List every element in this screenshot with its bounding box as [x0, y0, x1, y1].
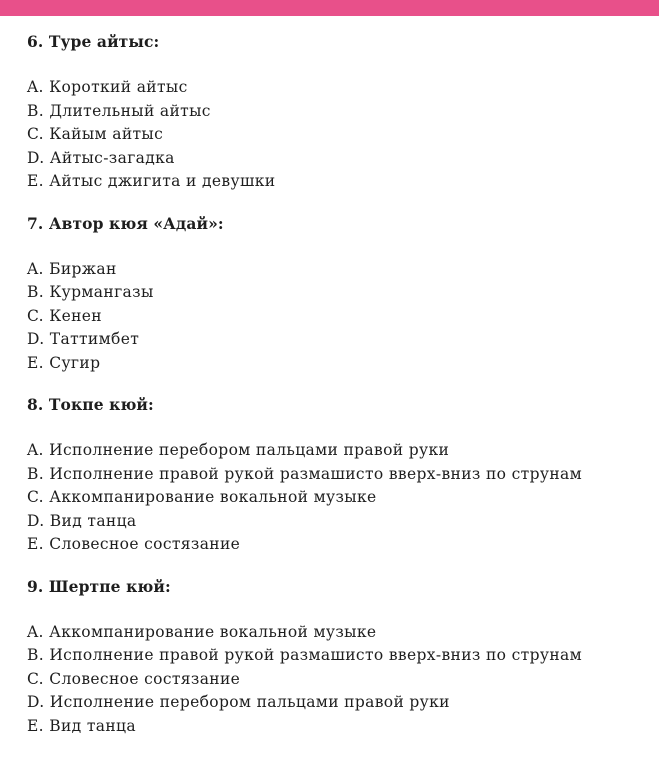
answer-text: Аккомпанирование вокальной музыке — [49, 488, 377, 506]
answer-option — [27, 463, 655, 487]
answer-text: Айтыс-загадка — [49, 148, 175, 167]
question-8 — [27, 395, 655, 557]
answer-text: Таттимбет — [49, 330, 140, 348]
answer-letter: B . — [27, 646, 49, 664]
answer-letter: B . — [27, 465, 49, 483]
answer-text: Аккомпанирование вокальной музыке — [49, 622, 377, 641]
answer-letter: A . — [27, 623, 49, 641]
question-spacer — [27, 194, 655, 214]
answer-text: Словесное состязание — [49, 535, 241, 553]
answer-letter: C . — [27, 670, 49, 688]
answer-letter: E . — [27, 535, 49, 553]
answer-option — [27, 691, 655, 715]
answer-letter: D . — [27, 330, 50, 348]
answer-letter: C . — [27, 488, 49, 506]
answer-letter: E . — [27, 354, 49, 372]
answer-letter: B . — [27, 102, 49, 120]
answer-letter: C . — [27, 307, 49, 325]
answer-letter: A . — [27, 78, 49, 96]
answer-list — [27, 621, 655, 739]
answer-option — [27, 668, 655, 692]
answer-letter: A . — [27, 441, 49, 459]
answer-letter: D . — [27, 149, 50, 167]
answer-list — [27, 76, 655, 194]
answer-letter: C . — [27, 125, 49, 143]
answer-text: Кенен — [49, 306, 102, 325]
answer-letter: E . — [27, 172, 49, 190]
answer-text: Исполнение перебором пальцами правой руки — [49, 441, 450, 459]
question-7 — [27, 214, 655, 376]
answer-option — [27, 715, 655, 739]
answer-text: Исполнение правой рукой размашисто вверх-вниз по струнам — [49, 464, 582, 483]
answer-list — [27, 258, 655, 376]
question-title: 6. Туре айтыс: — [27, 32, 160, 51]
top-accent-bar — [0, 0, 659, 16]
quiz-content — [27, 32, 655, 738]
question-spacer — [27, 557, 655, 577]
answer-text: Исполнение перебором пальцами правой руки — [49, 693, 450, 711]
answer-text: Кайым айтыс — [49, 125, 164, 143]
answer-option — [27, 533, 655, 557]
answer-text: Сугир — [49, 353, 101, 372]
answer-option — [27, 305, 655, 329]
question-title: 8. Токпе кюй: — [27, 395, 154, 414]
question-title: 9. Шертпе кюй: — [27, 576, 171, 596]
answer-letter: A . — [27, 260, 49, 278]
answer-option — [27, 439, 655, 463]
answer-text: Биржан — [49, 259, 117, 278]
answer-option — [27, 281, 655, 305]
answer-option — [27, 147, 655, 171]
answer-text: Айтыс джигита и девушки — [49, 172, 276, 190]
answer-option — [27, 258, 655, 282]
answer-option — [27, 170, 655, 194]
answer-letter: D . — [27, 512, 50, 530]
question-title: 7. Автор кюя «Адай»: — [27, 213, 224, 233]
answer-letter: E . — [27, 717, 49, 735]
answer-letter: B . — [27, 283, 49, 301]
answer-option — [27, 123, 655, 147]
answer-option — [27, 644, 655, 668]
answer-option — [27, 621, 655, 645]
answer-option — [27, 100, 655, 124]
answer-text: Курмангазы — [49, 283, 154, 301]
answer-list — [27, 439, 655, 557]
answer-option — [27, 76, 655, 100]
answer-text: Словесное состязание — [49, 669, 241, 688]
answer-option — [27, 486, 655, 510]
question-9 — [27, 577, 655, 739]
answer-text: Длительный айтыс — [49, 101, 211, 120]
answer-option — [27, 510, 655, 534]
question-6 — [27, 32, 655, 194]
answer-option — [27, 328, 655, 352]
answer-option — [27, 352, 655, 376]
question-spacer — [27, 375, 655, 395]
answer-text: Вид танца — [49, 716, 136, 735]
answer-letter: D . — [27, 693, 50, 711]
answer-text: Исполнение правой рукой размашисто вверх-вниз по струнам — [49, 646, 582, 664]
answer-text: Короткий айтыс — [49, 78, 188, 96]
answer-text: Вид танца — [49, 511, 137, 530]
